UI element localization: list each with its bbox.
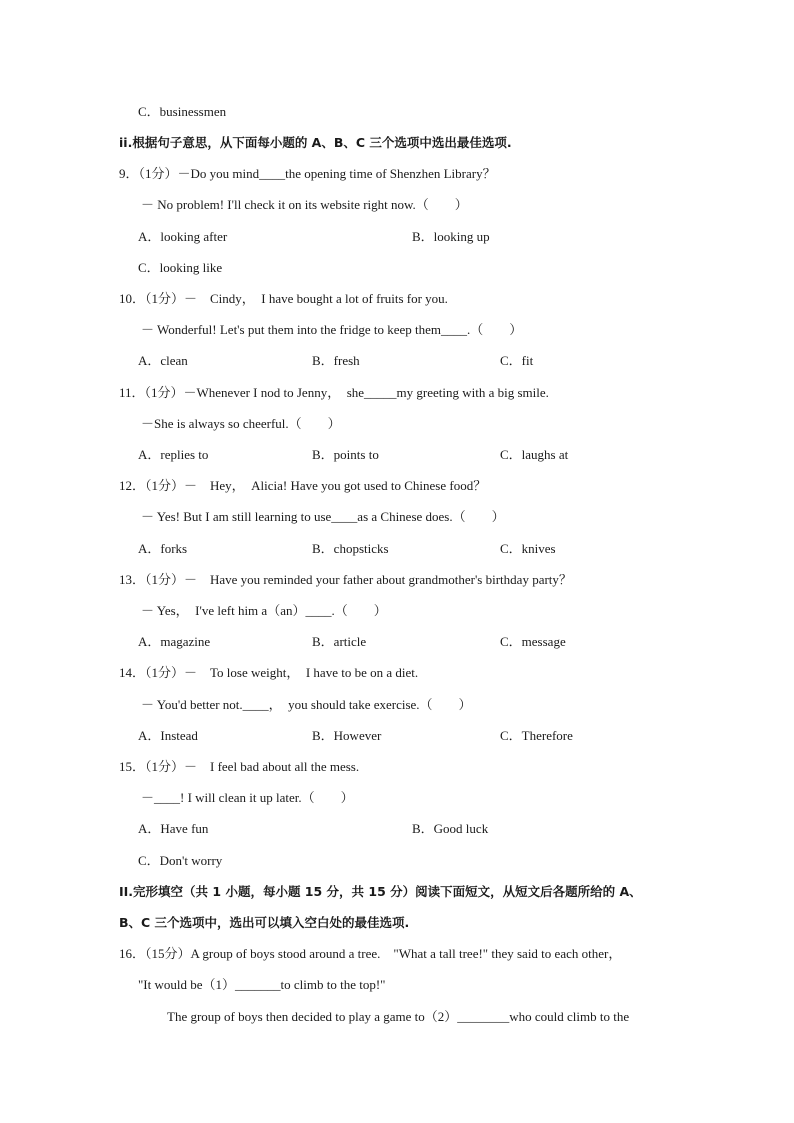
question-11-stem: 11．（1分）－Whenever I nod to Jenny， she_____my greeting with a big smile. [119, 385, 549, 400]
question-10-option-c[interactable]: C．fit [500, 353, 534, 368]
question-16-line-1: 16．（15分）A group of boys stood around a tree. "What a tall tree!" they said to each other， [119, 946, 622, 961]
question-14-option-c[interactable]: C．Therefore [500, 728, 573, 743]
question-13-option-a[interactable]: A．magazine [138, 634, 211, 649]
question-15-stem: 15．（1分）－ I feel bad about all the mess. [119, 759, 360, 774]
question-9-option-a[interactable]: A．looking after [138, 229, 228, 244]
question-10-option-a[interactable]: A．clean [138, 353, 188, 368]
question-13-option-c[interactable]: C．message [500, 634, 566, 649]
question-9-reply: － No problem! I'll check it on its website right now.（ ） [141, 197, 468, 212]
question-15-option-a[interactable]: A．Have fun [138, 821, 209, 836]
question-13-reply: － Yes， I've left him a（an）____.（ ） [141, 603, 387, 618]
question-10-stem: 10．（1分）－ Cindy， I have bought a lot of fruits for you. [119, 291, 448, 306]
section-II-heading-line-2: B、C 三个选项中，选出可以填入空白处的最佳选项. [119, 915, 410, 930]
section-II-heading-line-1: II.完形填空（共 1 小题，每小题 15 分，共 15 分）阅读下面短文，从短文后各题所给的 A、 [119, 884, 642, 899]
question-9-stem: 9．（1分）－Do you mind____the opening time of Shenzhen Library？ [119, 166, 496, 181]
question-11-reply: －She is always so cheerful.（ ） [141, 416, 341, 431]
question-12-option-c[interactable]: C．knives [500, 541, 556, 556]
question-11-option-b[interactable]: B．points to [312, 447, 379, 462]
section-ii-heading: ii.根据句子意思，从下面每小题的 A、B、C 三个选项中选出最佳选项. [119, 135, 512, 150]
question-11-option-c[interactable]: C．laughs at [500, 447, 569, 462]
question-9-option-b[interactable]: B．looking up [412, 229, 490, 244]
previous-option-c: C．businessmen [138, 104, 227, 119]
question-16-line-2: "It would be（1）_______to climb to the top!" [138, 977, 386, 992]
question-13-option-b[interactable]: B．article [312, 634, 367, 649]
question-13-stem: 13．（1分）－ Have you reminded your father about grandmother's birthday party？ [119, 572, 572, 587]
question-9-option-c[interactable]: C．looking like [138, 260, 223, 275]
question-14-option-a[interactable]: A．Instead [138, 728, 198, 743]
question-12-option-a[interactable]: A．forks [138, 541, 188, 556]
question-12-option-b[interactable]: B．chopsticks [312, 541, 389, 556]
question-10-option-b[interactable]: B．fresh [312, 353, 360, 368]
question-10-reply: － Wonderful! Let's put them into the fridge to keep them____.（ ） [141, 322, 523, 337]
question-11-option-a[interactable]: A．replies to [138, 447, 209, 462]
question-15-option-c[interactable]: C．Don't worry [138, 853, 223, 868]
question-16-line-3: The group of boys then decided to play a game to（2）________who could climb to the [167, 1009, 630, 1024]
question-12-stem: 12．（1分）－ Hey， Alicia! Have you got used to Chinese food？ [119, 478, 487, 493]
question-15-option-b[interactable]: B．Good luck [412, 821, 489, 836]
question-14-stem: 14．（1分）－ To lose weight， I have to be on a diet. [119, 665, 419, 680]
question-15-reply: －____! I will clean it up later.（ ） [141, 790, 354, 805]
question-14-reply: － You'd better not.____， you should take exercise.（ ） [141, 697, 472, 712]
question-14-option-b[interactable]: B．However [312, 728, 382, 743]
question-12-reply: － Yes! But I am still learning to use____as a Chinese does.（ ） [141, 509, 505, 524]
